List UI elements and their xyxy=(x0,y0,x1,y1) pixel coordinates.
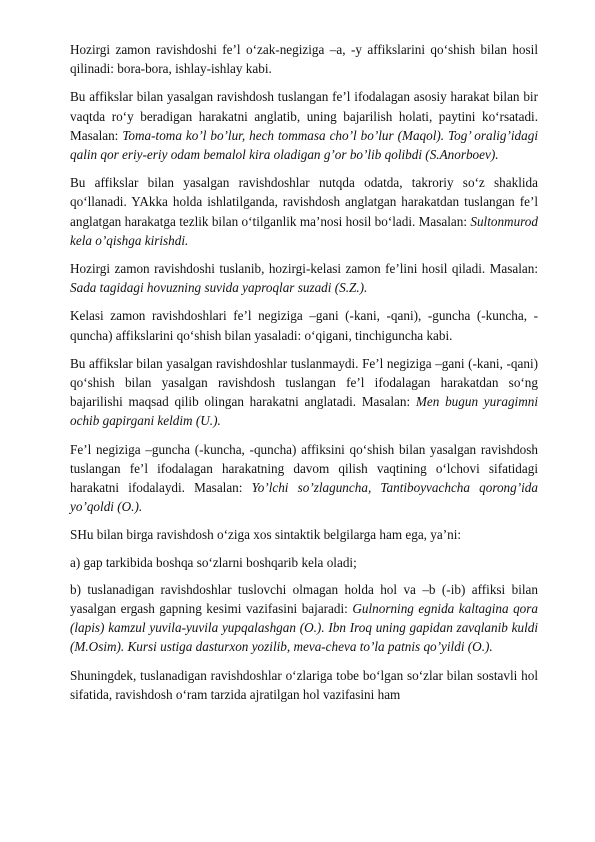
paragraph-text: Fe’l negiziga –guncha (-kuncha, -quncha) affiksini qo‘shish bilan yasalgan ravishdosh tuslangan fe’l ifodalagan harakatning davom qilish vaqtining o‘lchovi sifatidagi harakatni ifodalaydi. Masalan: xyxy=(70,441,538,496)
paragraph-text: a) gap tarkibida boshqa so‘zlarni boshqarib kela oladi; xyxy=(70,554,357,570)
document-page xyxy=(70,40,538,713)
paragraph-8 xyxy=(70,525,538,544)
paragraph-text: Bu affikslar bilan yasalgan ravishdosh tuslangan fe’l ifodalagan asosiy harakat bilan bir vaqtda ro‘y beradigan harakatni anglatib, uning bajarilish holati, paytini ko‘rsatadi. Masalan: xyxy=(70,89,538,143)
example-text: Gulnorning egnida kaltagina qora (lapis) kamzul yuvila-yuvila yupqalashgan (O.). Ibn Iroq uning gapidan zavqlanib kuldi (M.Osim). Kursi ustiga dasturxon yozilib, meva-cheva to’la patnis qo’yildi (O.). xyxy=(70,601,538,655)
paragraph-7 xyxy=(70,440,538,517)
example-text: Sultonmurod kela o’qishga kirishdi. xyxy=(70,213,538,248)
example-text: Men bugun yuragimni ochib gapirgani keldim (U.). xyxy=(70,394,538,429)
example-text: Toma-toma ko’l bo’lur, hech tommasa cho’l bo’lur (Maqol). Tog’ oralig’idagi qalin qor eriy-eriy odam bemalol kira oladigan g’or bo’lib qolibdi (S.Anorboev). xyxy=(70,127,538,163)
paragraph-5 xyxy=(70,306,538,344)
paragraph-6 xyxy=(70,354,538,431)
paragraph-9 xyxy=(70,553,538,572)
paragraph-1 xyxy=(70,40,538,78)
paragraph-3 xyxy=(70,173,538,250)
paragraph-text: Bu affikslar bilan yasalgan ravishdoshlar nutqda odatda, takroriy so‘z shaklida qo‘llanadi. YAkka holda ishlatilganda, ravishdosh anglatgan harakatdan tuslangan fe’l anglatgan harakatga tezlik bilan o‘tilganlik ma’nosi hosil bo‘ladi. Masalan: xyxy=(70,175,538,229)
paragraph-text: Hozirgi zamon ravishdoshi fe’l o‘zak-negiziga –a, -y affikslarini qo‘shish bilan hosil qilinadi: bora-bora, ishlay-ishlay kabi. xyxy=(70,42,538,77)
paragraph-11 xyxy=(70,666,538,704)
paragraph-4 xyxy=(70,259,538,297)
paragraph-10 xyxy=(70,580,538,657)
paragraph-text: Bu affikslar bilan yasalgan ravishdoshlar tuslanmaydi. Fe’l negiziga –gani (-kani, -qani) qo‘shish bilan yasalgan ravishdosh tuslangan fe’l ifodalagan harakatdan so‘ng bajarilishi maqsad qilib olingan harakatni anglatadi. Masalan: xyxy=(70,355,538,410)
paragraph-2 xyxy=(70,87,538,164)
paragraph-text: SHu bilan birga ravishdosh o‘ziga xos sintaktik belgilarga ham ega, ya’ni: xyxy=(70,527,462,543)
paragraph-text: Kelasi zamon ravishdoshlari fe’l negiziga –gani (-kani, -qani), -guncha (-kuncha, -quncha) affikslarini qo‘shish bilan yasaladi: o‘qigani, tinchiguncha kabi. xyxy=(70,308,538,343)
example-text: Yo’lchi so’zlaguncha, Tantiboyvachcha qorong’ida yo’qoldi (O.). xyxy=(70,480,538,515)
paragraph-text: b) tuslanadigan ravishdoshlar tuslovchi olmagan holda hol va –b (-ib) affiksi bilan yasalgan ergash gapning kesimi vazifasini bajaradi: xyxy=(70,581,538,617)
paragraph-text: Hozirgi zamon ravishdoshi tuslanib, hozirgi-kelasi zamon fe’lini hosil qiladi. Masalan: xyxy=(70,261,538,277)
example-text: Sada tagidagi hovuzning suvida yaproqlar suzadi (S.Z.). xyxy=(70,280,368,296)
paragraph-text: Shuningdek, tuslanadigan ravishdoshlar o‘zlariga tobe bo‘lgan so‘zlar bilan sostavli hol sifatida, ravishdosh o‘ram tarzida ajratilgan hol vazifasini ham xyxy=(70,667,538,702)
